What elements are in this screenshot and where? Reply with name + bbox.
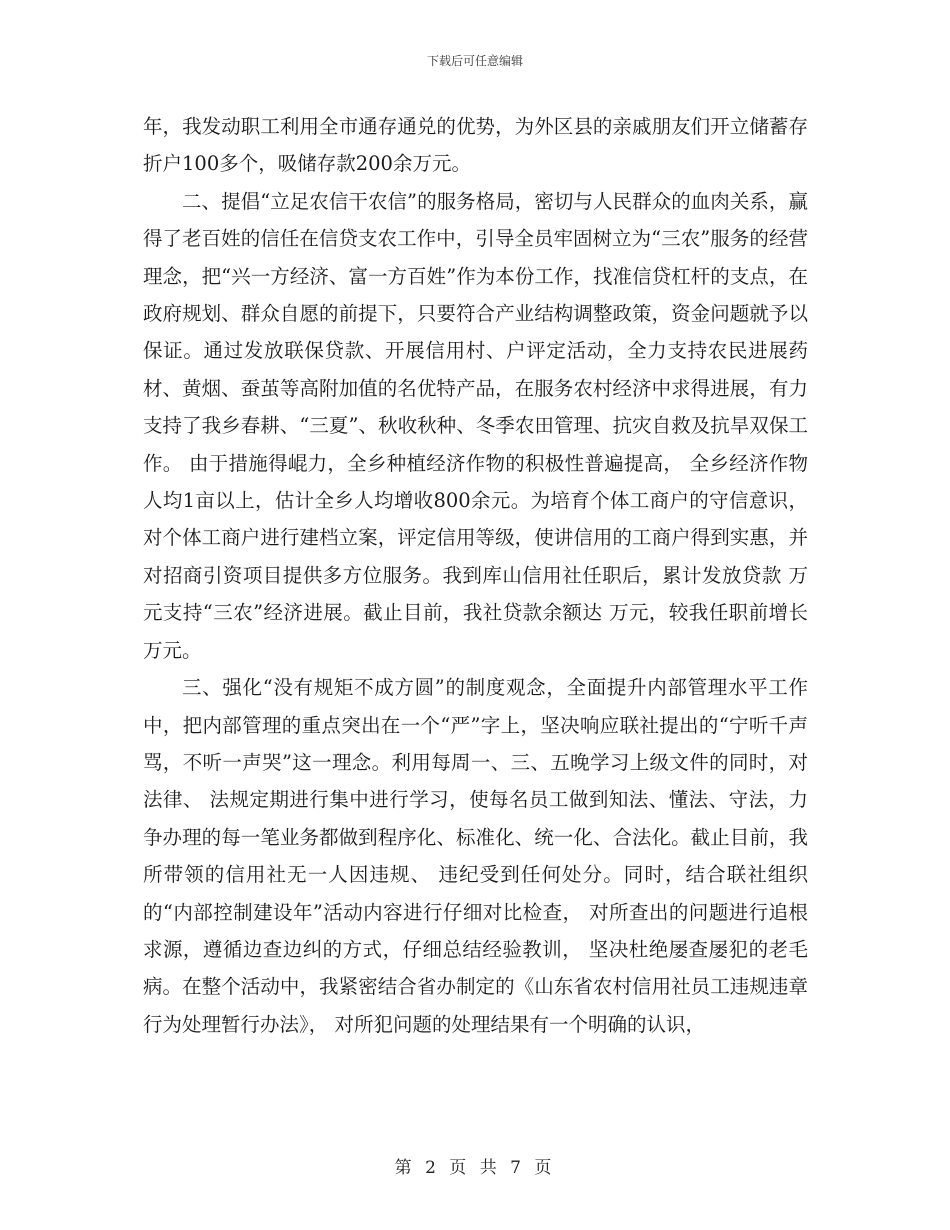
page-footer-page-number: 第 2 页 共 7 页	[394, 1158, 556, 1178]
page-header-note: 下载后可任意编辑	[426, 54, 523, 68]
paragraph-continued: 年，我发动职工利用全市通存通兑的优势，为外区县的亲戚朋友们开立储蓄存折户100多个，吸储存款200余万元。	[143, 115, 808, 176]
paragraph-section-3: 三、强化“没有规矩不成方圆”的制度观念，全面提升内部管理水平工作中，把内部管理的重点突出在一个“严”字上，坚决响应联社提出的“宁听千声骂，不听一声哭”这一理念。利用每周一、三、五晚学习上级文件的同时，对法律、 法规定期进行集中进行学习，使每名员工做到知法、懂法、守法，力争办理的每一笔业务都做到程序化、标准化、统一化、合法化。截止目前，我所带领的信用社无一人因违规、 违纪受到任何处分。同时，结合联社组织的“内部控制建设年”活动内容进行仔细对比检查， 对所查出的问题进行追根求源，遵循边查边纠的方式，仔细总结经验教训， 坚决杜绝屡查屡犯的老毛病。在整个活动中，我紧密结合省办制定的《山东省农村信用社员工违规违章行为处理暂行办法》， 对所犯问题的处理结果有一个明确的认识，	[143, 676, 808, 1036]
document-body	[143, 108, 808, 1043]
paragraph-section-2: 二、提倡“立足农信干农信”的服务格局，密切与人民群众的血肉关系，赢得了老百姓的信任在信贷支农工作中，引导全员牢固树立为“三农”服务的经营理念，把“兴一方经济、富一方百姓”作为本份工作，找准信贷杠杆的支点，在政府规划、群众自愿的前提下，只要符合产业结构调整政策，资金问题就予以保证。通过发放联保贷款、开展信用村、户评定活动，全力支持农民进展药材、黄烟、蚕茧等高附加值的名优特产品，在服务农村经济中求得进展，有力支持了我乡春耕、“三夏”、秋收秋种、冬季农田管理、抗灾自救及抗旱双保工作。 由于措施得崐力，全乡种植经济作物的积极性普遍提高， 全乡经济作物人均1亩以上，估计全乡人均增收800余元。为培育个体工商户的守信意识， 对个体工商户进行建档立案，评定信用等级，使讲信用的工商户得到实惠，并对招商引资项目提供多方位服务。我到库山信用社任职后，累计发放贷款 万元支持“三农”经济进展。截止目前，我社贷款余额达 万元，较我任职前增长 万元。	[143, 189, 808, 662]
